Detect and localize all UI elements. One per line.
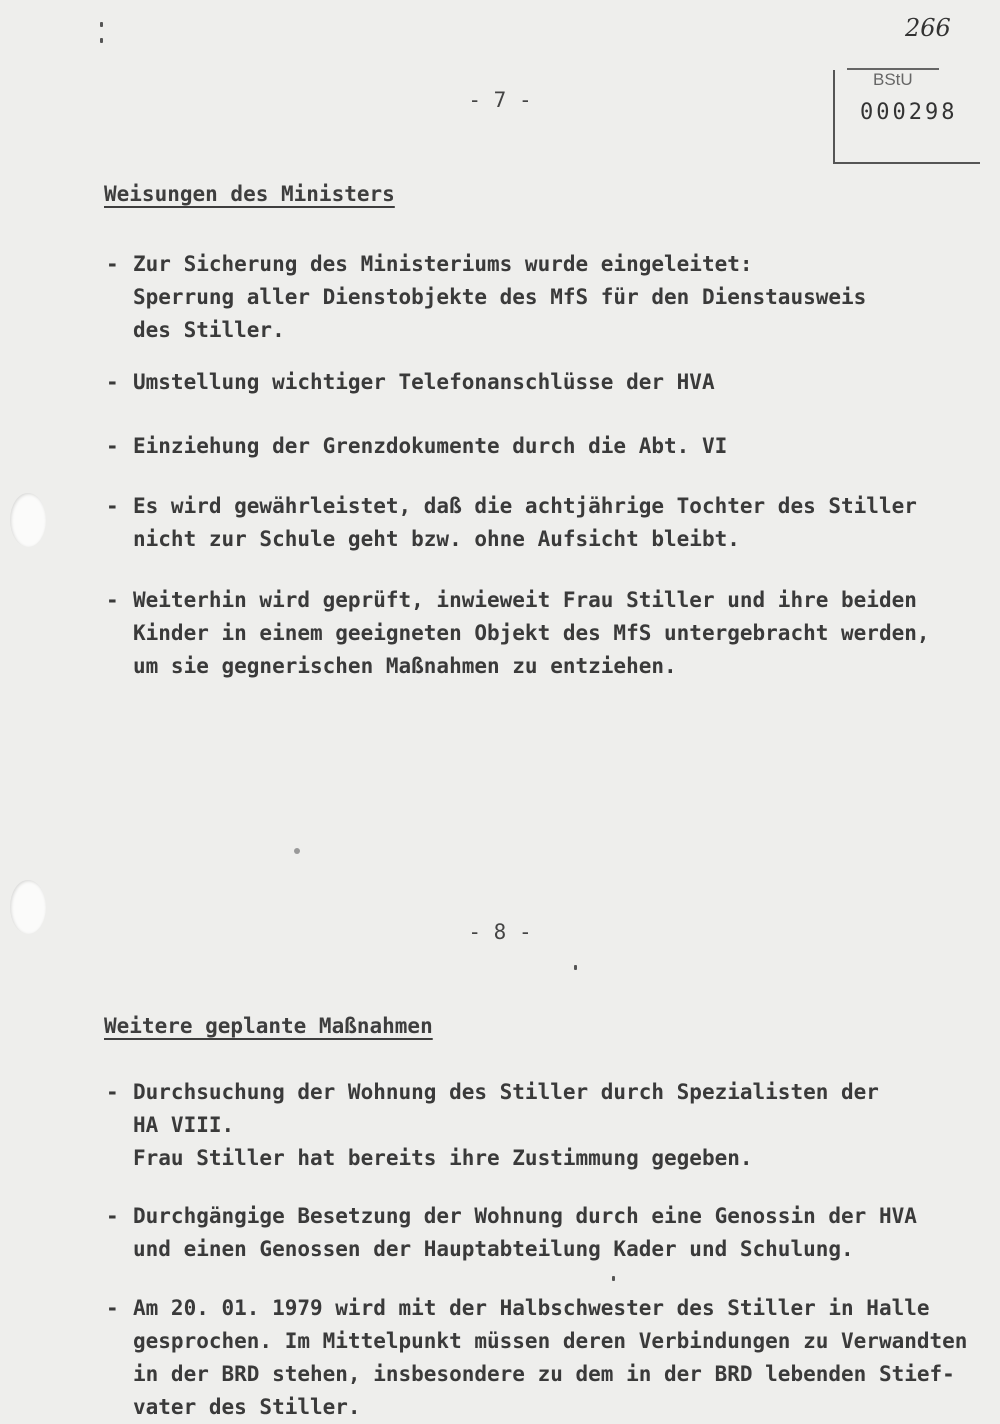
item-line: um sie gegnerischen Maßnahmen zu entziehen.	[133, 654, 677, 678]
item-line: Umstellung wichtiger Telefonanschlüsse der HVA	[133, 370, 715, 394]
page-number-8: - 8 -	[468, 920, 532, 944]
stamp-number: 000298	[860, 100, 958, 125]
list-item	[106, 1292, 967, 1424]
archive-number: 266	[905, 14, 951, 42]
list-item	[106, 490, 917, 556]
item-line: Durchgängige Besetzung der Wohnung durch eine Genossin der HVA	[133, 1204, 917, 1228]
item-line: HA VIII.	[133, 1113, 235, 1137]
item-line: Sperrung aller Dienstobjekte des MfS für den Dienstausweis	[133, 285, 867, 309]
scan-mark	[100, 22, 103, 27]
archive-stamp	[833, 70, 980, 164]
list-item	[106, 1200, 917, 1266]
list-item	[106, 366, 715, 399]
list-item	[106, 430, 727, 463]
scan-mark	[100, 38, 103, 43]
bullet-dash: -	[106, 252, 119, 276]
item-line: und einen Genossen der Hauptabteilung Kader und Schulung.	[133, 1237, 854, 1261]
stamp-label: BStU	[873, 70, 913, 89]
bullet-dash: -	[106, 494, 119, 518]
section-heading-massnahmen: Weitere geplante Maßnahmen	[104, 1014, 433, 1038]
item-line: Kinder in einem geeigneten Objekt des MfS untergebracht werden,	[133, 621, 930, 645]
bullet-dash: -	[106, 370, 119, 394]
item-line: vater des Stiller.	[133, 1395, 361, 1419]
scan-mark	[612, 1276, 615, 1281]
item-line: Frau Stiller hat bereits ihre Zustimmung gegeben.	[133, 1146, 753, 1170]
page-number-7: - 7 -	[468, 88, 532, 112]
bullet-dash: -	[106, 588, 119, 612]
punch-hole	[10, 493, 46, 547]
bullet-dash: -	[106, 1204, 119, 1228]
scan-mark	[294, 848, 300, 854]
item-line: in der BRD stehen, insbesondere zu dem in der BRD lebenden Stief-	[133, 1362, 955, 1386]
list-item	[106, 584, 930, 683]
item-line: Weiterhin wird geprüft, inwieweit Frau Stiller und ihre beiden	[133, 588, 917, 612]
section-heading-weisungen: Weisungen des Ministers	[104, 182, 395, 206]
item-line: Zur Sicherung des Ministeriums wurde eingeleitet:	[133, 252, 753, 276]
bullet-dash: -	[106, 434, 119, 458]
item-line: gesprochen. Im Mittelpunkt müssen deren Verbindungen zu Verwandten	[133, 1329, 968, 1353]
item-line: Am 20. 01. 1979 wird mit der Halbschwester des Stiller in Halle	[133, 1296, 930, 1320]
item-line: Einziehung der Grenzdokumente durch die Abt. VI	[133, 434, 728, 458]
bullet-dash: -	[106, 1296, 119, 1320]
list-item	[106, 248, 866, 347]
item-line: Es wird gewährleistet, daß die achtjährige Tochter des Stiller	[133, 494, 917, 518]
item-line: Durchsuchung der Wohnung des Stiller durch Spezialisten der	[133, 1080, 879, 1104]
scan-mark	[574, 965, 577, 970]
item-line: nicht zur Schule geht bzw. ohne Aufsicht bleibt.	[133, 527, 740, 551]
list-item	[106, 1076, 879, 1175]
bullet-dash: -	[106, 1080, 119, 1104]
item-line: des Stiller.	[133, 318, 285, 342]
